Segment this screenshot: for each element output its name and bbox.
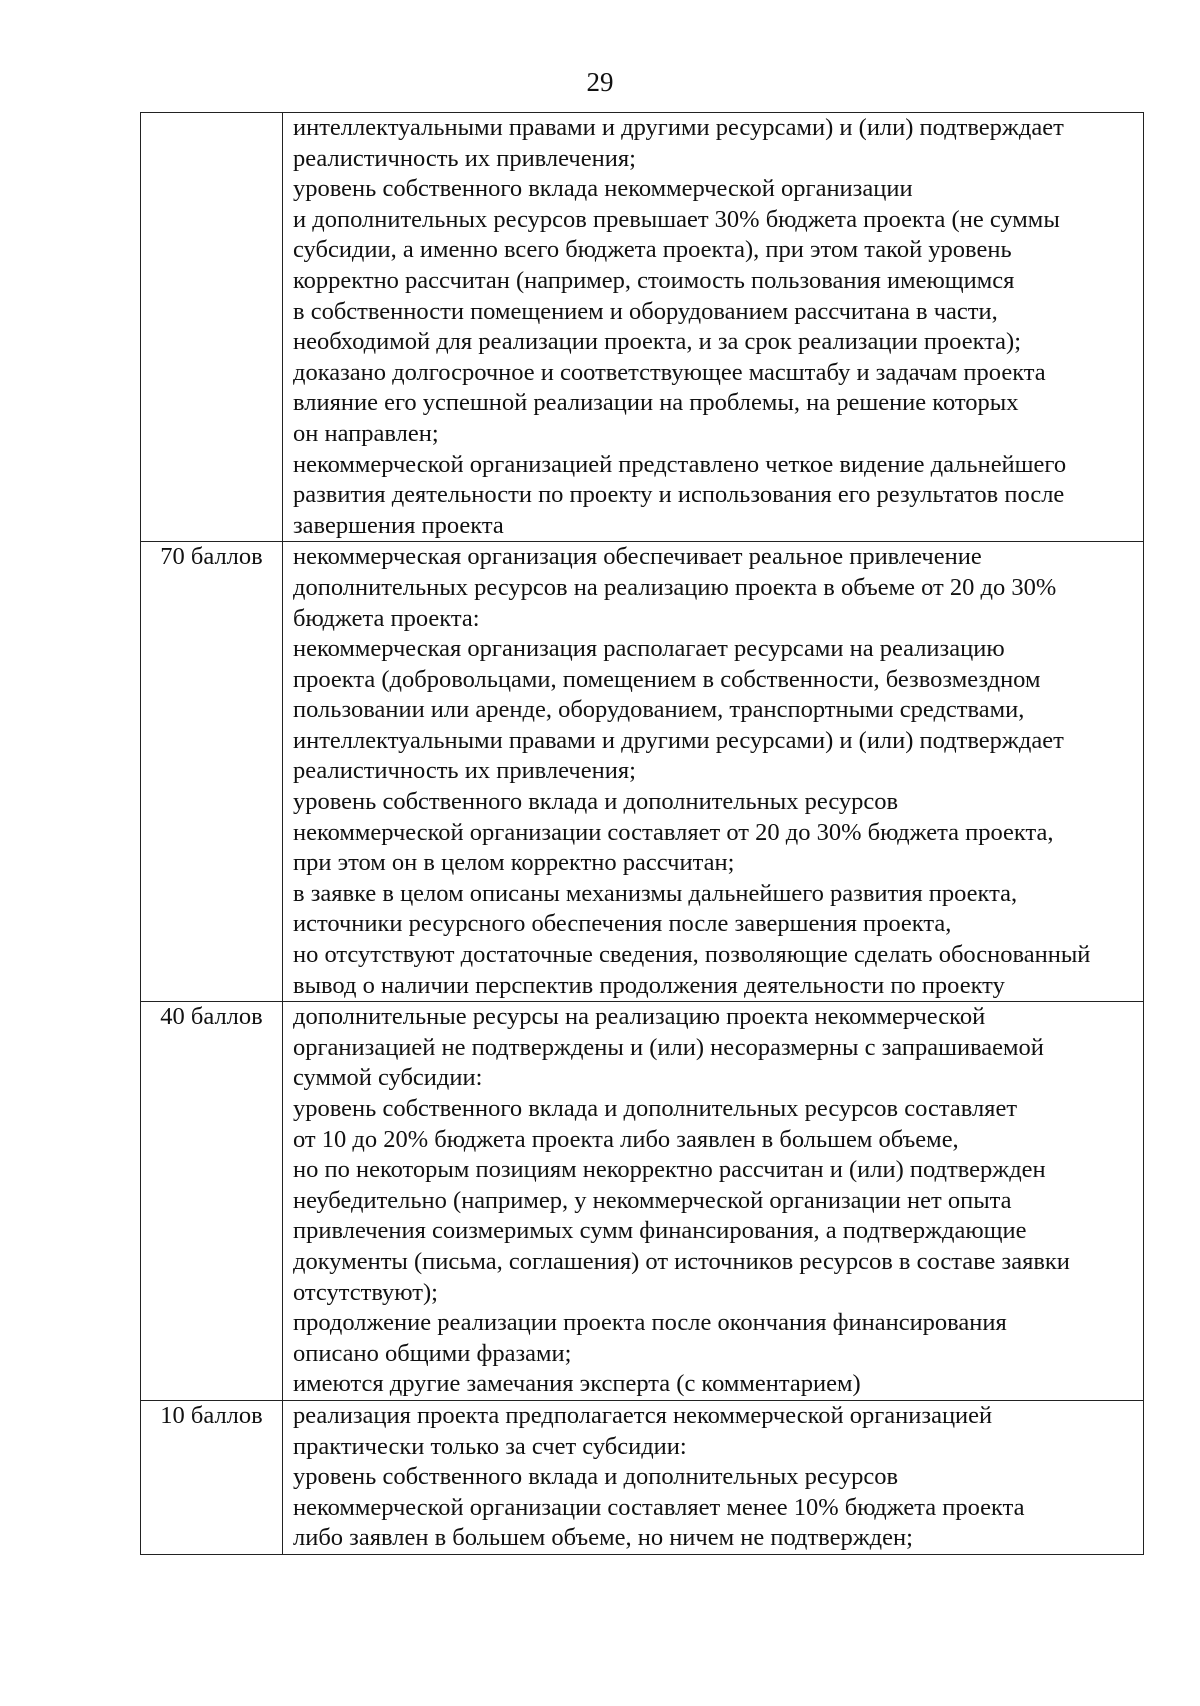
description-line: организацией не подтверждены и (или) несоразмерны с запрашиваемой [293, 1033, 1044, 1061]
description-line: практически только за счет субсидии: [293, 1432, 687, 1460]
criteria-description-cell [283, 542, 1144, 1002]
description-line: дополнительных ресурсов на реализацию проекта в объеме от 20 до 30% [293, 573, 1057, 601]
description-line: проекта (добровольцами, помещением в собственности, безвозмездном [293, 665, 1041, 693]
description-line: в собственности помещением и оборудованием рассчитана в части, [293, 297, 998, 325]
description-line: уровень собственного вклада и дополнительных ресурсов [293, 1463, 899, 1491]
description-line: описано общими фразами; [293, 1339, 572, 1367]
description-line: некоммерческой организации составляет от 20 до 30% бюджета проекта, [293, 818, 1054, 846]
description-line: завершения проекта [293, 511, 504, 539]
score-cell: 10 баллов [141, 1400, 283, 1554]
description-line: при этом он в целом корректно рассчитан; [293, 849, 735, 877]
criteria-row [141, 1400, 1144, 1554]
description-line: некоммерческая организация обеспечивает реальное привлечение [293, 543, 982, 571]
description-line: в заявке в целом описаны механизмы дальнейшего развития проекта, [293, 879, 1018, 907]
description-line: дополнительные ресурсы на реализацию проекта некоммерческой [293, 1003, 986, 1031]
description-line: и дополнительных ресурсов превышает 30% бюджета проекта (не суммы [293, 205, 1060, 233]
description-line: уровень собственного вклада некоммерческой организации [293, 175, 913, 203]
description-line: некоммерческой организации составляет менее 10% бюджета проекта [293, 1493, 1025, 1521]
description-line: уровень собственного вклада и дополнительных ресурсов составляет [293, 1095, 1018, 1122]
criteria-row [141, 113, 1144, 542]
description-line: источники ресурсного обеспечения после завершения проекта, [293, 910, 952, 938]
description-line: влияние его успешной реализации на проблемы, на решение которых [293, 389, 1019, 417]
criteria-table-body [141, 113, 1144, 1555]
description-line: продолжение реализации проекта после окончания финансирования [293, 1309, 1007, 1337]
description-line: корректно рассчитан (например, стоимость пользования имеющимся [293, 266, 1015, 294]
description-line: неубедительно (например, у некоммерческой организации нет опыта [293, 1186, 1012, 1214]
description-line: реалистичность их привлечения; [293, 144, 636, 172]
score-cell [141, 113, 283, 542]
description-line: реализация проекта предполагается некоммерческой организацией [293, 1401, 993, 1429]
description-line: вывод о наличии перспектив продолжения деятельности по проекту [293, 971, 1005, 999]
criteria-row [141, 1002, 1144, 1401]
description-line: от 10 до 20% бюджета проекта либо заявлен в большем объеме, [293, 1125, 959, 1153]
description-line: субсидии, а именно всего бюджета проекта), при этом такой уровень [293, 236, 1012, 264]
description-line: суммой субсидии: [293, 1064, 483, 1092]
description-line: отсутствуют); [293, 1278, 438, 1306]
criteria-row [141, 542, 1144, 1002]
description-line: интеллектуальными правами и другими ресурсами) и (или) подтверждает [293, 726, 1064, 754]
description-line: либо заявлен в большем объеме, но ничем не подтвержден; [293, 1524, 913, 1552]
description-line: пользовании или аренде, оборудованием, транспортными средствами, [293, 696, 1025, 724]
description-line: он направлен; [293, 419, 439, 447]
description-line: документы (письма, соглашения) от источников ресурсов в составе заявки [293, 1247, 1070, 1275]
description-line: реалистичность их привлечения; [293, 757, 636, 785]
description-line: но отсутствуют достаточные сведения, позволяющие сделать обоснованный [293, 941, 1091, 969]
score-cell: 40 баллов [141, 1002, 283, 1401]
description-line: привлечения соизмеримых сумм финансирования, а подтверждающие [293, 1217, 1027, 1245]
description-line: уровень собственного вклада и дополнительных ресурсов [293, 788, 899, 816]
description-line: некоммерческой организацией представлено четкое видение дальнейшего [293, 450, 1067, 478]
criteria-table [140, 112, 1144, 1555]
description-line: необходимой для реализации проекта, и за срок реализации проекта); [293, 328, 1022, 356]
score-cell: 70 баллов [141, 542, 283, 1002]
page-number: 29 [586, 67, 614, 97]
criteria-description-cell [283, 1400, 1144, 1554]
description-line: доказано долгосрочное и соответствующее масштабу и задачам проекта [293, 358, 1046, 386]
description-line: некоммерческая организация располагает ресурсами на реализацию [293, 635, 1005, 663]
description-line: развития деятельности по проекту и использования его результатов после [293, 481, 1065, 509]
description-line: но по некоторым позициям некорректно рассчитан и (или) подтвержден [293, 1156, 1046, 1184]
criteria-description-cell [283, 113, 1144, 542]
criteria-description-cell [283, 1002, 1144, 1401]
description-line: интеллектуальными правами и другими ресурсами) и (или) подтверждает [293, 114, 1064, 141]
description-line: имеются другие замечания эксперта (с комментарием) [293, 1370, 861, 1398]
description-line: бюджета проекта: [293, 604, 480, 632]
